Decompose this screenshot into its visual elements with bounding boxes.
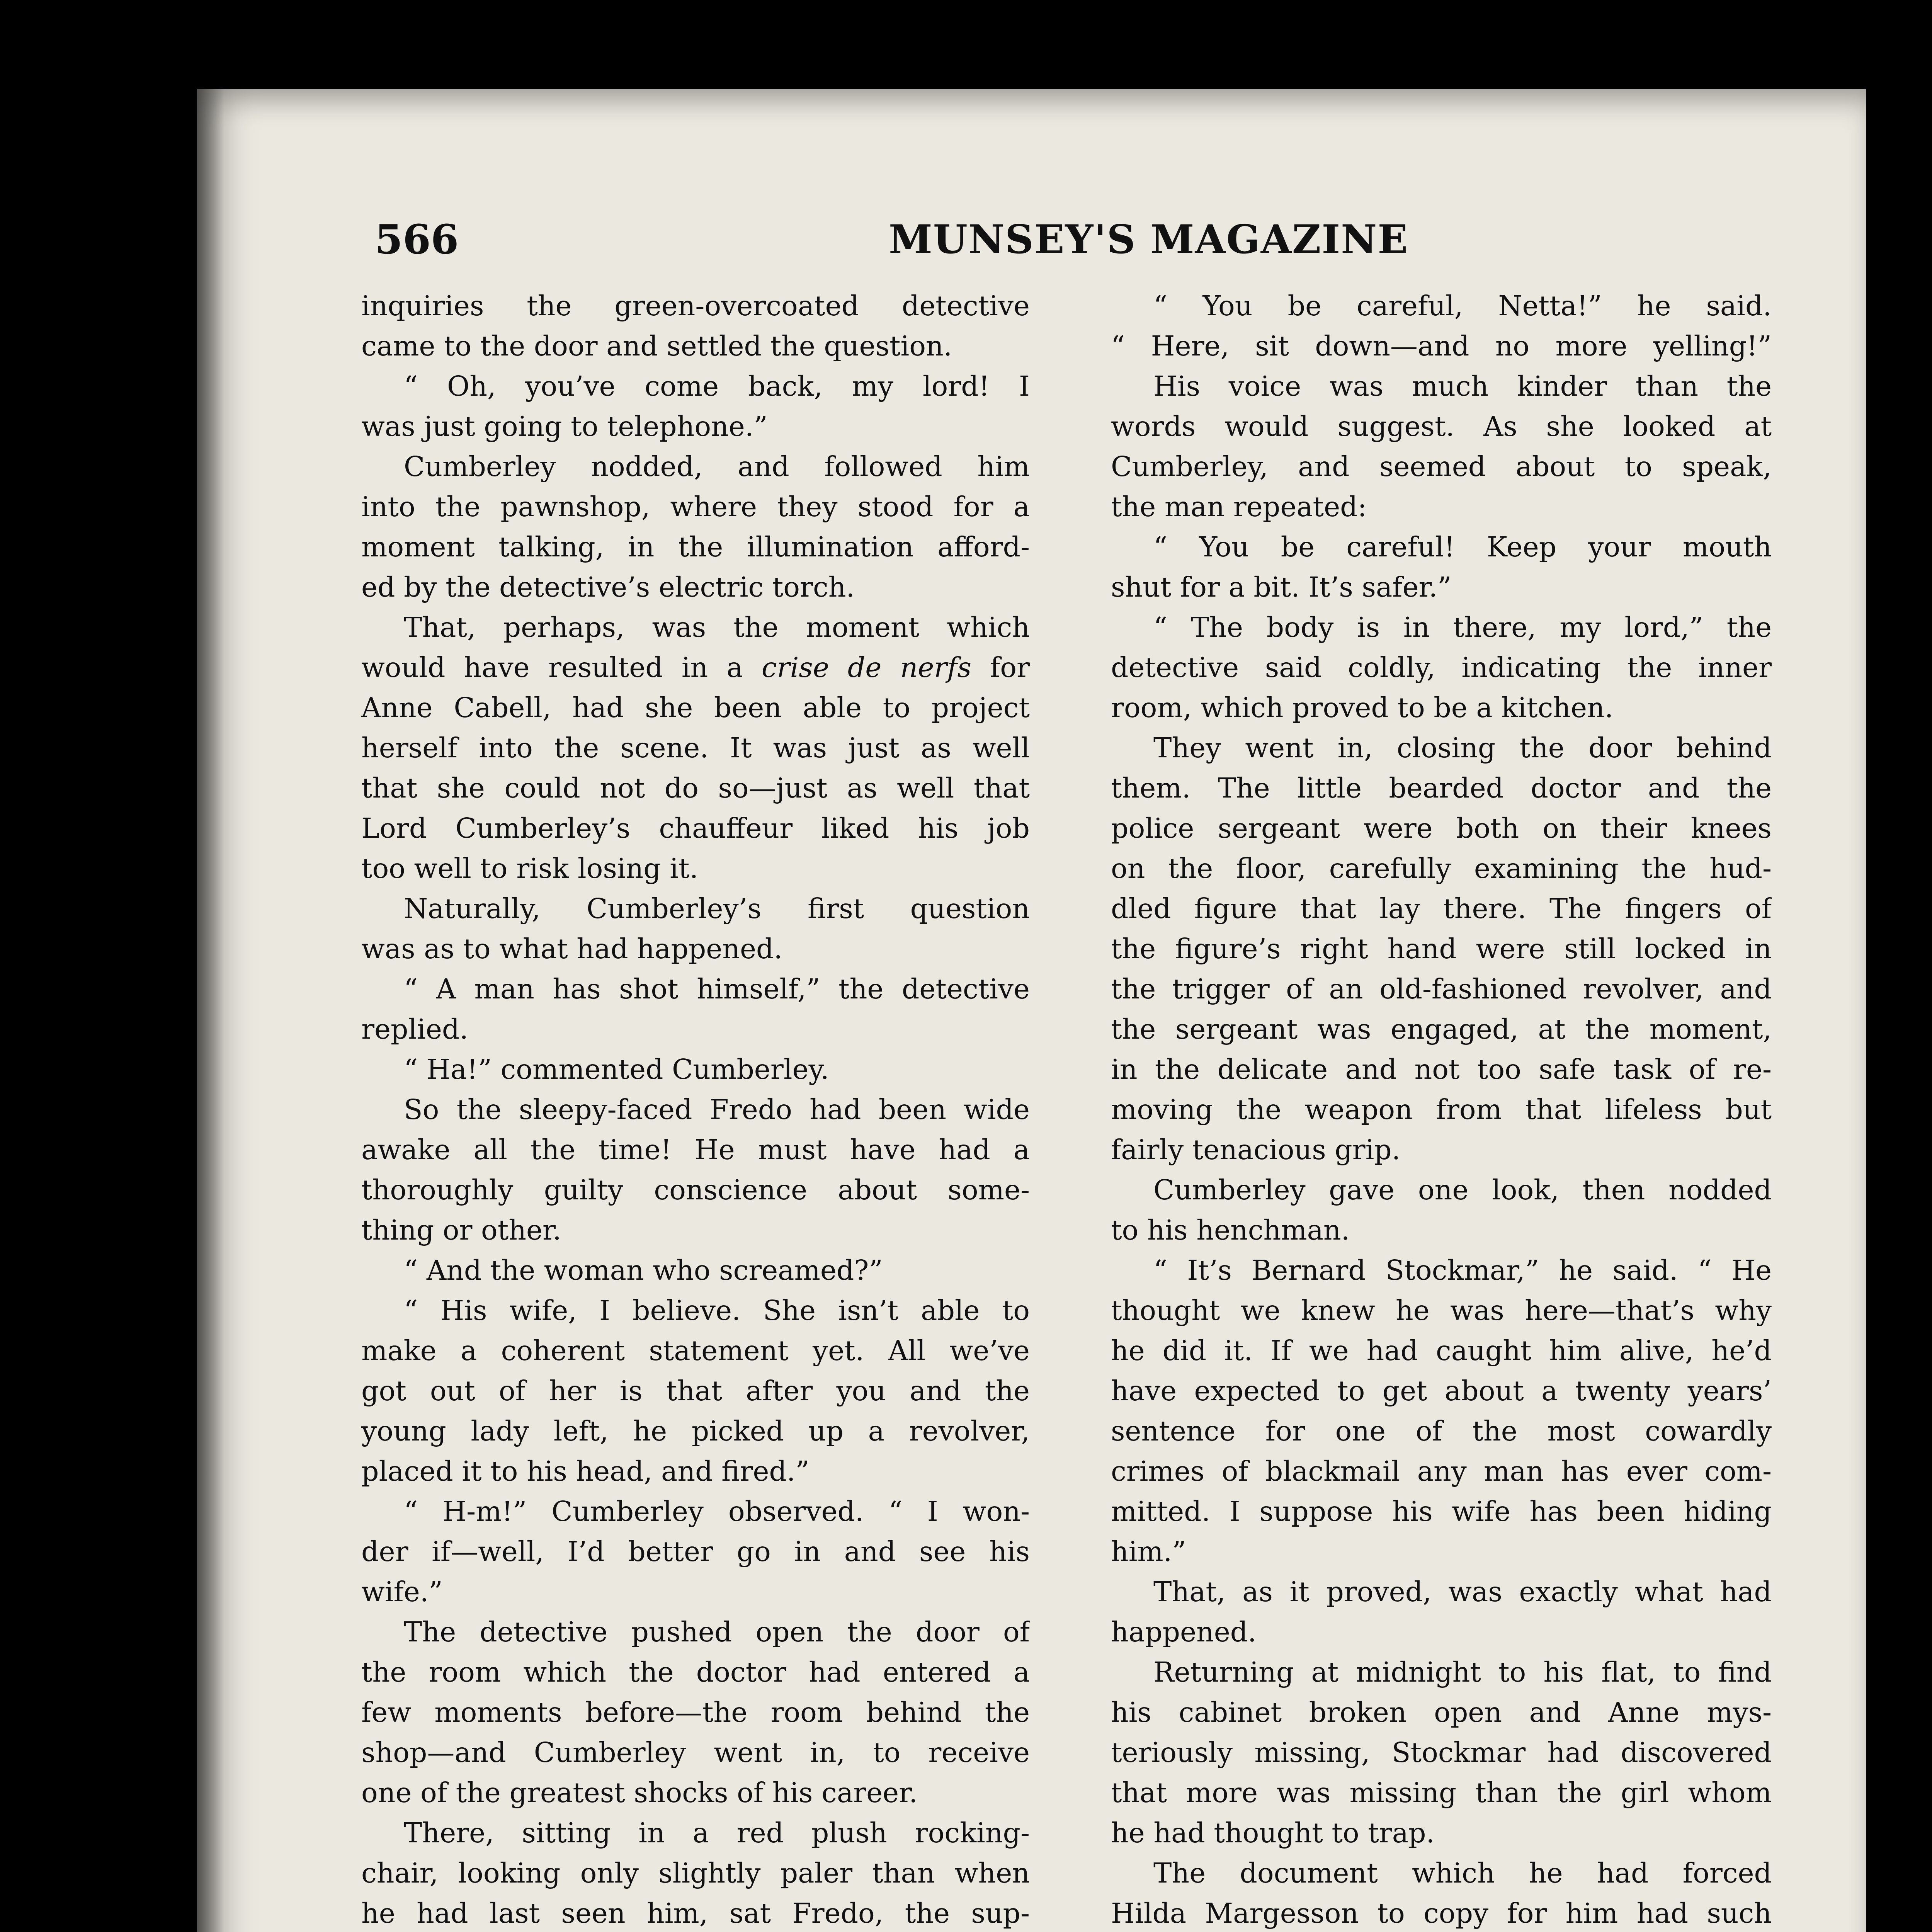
text-line: placed it to his head, and fired.”	[361, 1455, 810, 1487]
text-line: to his henchman.	[1111, 1214, 1350, 1246]
text-line: the figure’s right hand were still locked in	[1111, 933, 1772, 965]
text-line: the trigger of an old-fashioned revolver, and	[1111, 973, 1772, 1005]
right-text-column	[1111, 286, 1772, 1932]
text-line: herself into the scene. It was just as well	[361, 732, 1030, 764]
text-line: shut for a bit. It’s safer.”	[1111, 571, 1452, 603]
text-line: Cumberley, and seemed about to speak,	[1111, 451, 1772, 483]
text-line: room, which proved to be a kitchen.	[1111, 692, 1614, 724]
text-line: the room which the doctor had entered a	[361, 1656, 1030, 1688]
page-header	[197, 213, 1866, 267]
text-line: “ You be careful, Netta!” he said.	[1153, 290, 1772, 322]
text-line: “ Oh, you’ve come back, my lord! I	[404, 370, 1030, 402]
text-line: got out of her is that after you and the	[361, 1375, 1030, 1407]
text-line: would have resulted in a crise de nerfs for	[361, 651, 1030, 684]
text-line: That, perhaps, was the moment which	[404, 611, 1030, 643]
text-line: “ You be careful! Keep your mouth	[1153, 531, 1772, 563]
text-line: the man repeated:	[1111, 491, 1367, 523]
text-line: the sergeant was engaged, at the moment,	[1111, 1013, 1772, 1045]
text-line: Naturally, Cumberley’s first question	[404, 893, 1030, 925]
text-line: replied.	[361, 1013, 468, 1045]
text-line: thoroughly guilty conscience about some-	[361, 1174, 1030, 1206]
text-line: detective said coldly, indicating the inner	[1111, 651, 1772, 684]
text-line: words would suggest. As she looked at	[1111, 410, 1772, 442]
text-line: “ And the woman who screamed?”	[404, 1254, 883, 1286]
text-line: he had last seen him, sat Fredo, the sup-	[361, 1897, 1030, 1929]
left-text-column	[361, 286, 1030, 1932]
text-line: chair, looking only slightly paler than when	[361, 1857, 1030, 1889]
text-line: he had thought to trap.	[1111, 1817, 1435, 1849]
text-line: police sergeant were both on their knees	[1111, 812, 1772, 844]
text-line: on the floor, carefully examining the hud-	[1111, 852, 1772, 884]
text-line: into the pawnshop, where they stood for a	[361, 491, 1030, 523]
text-line: him.”	[1111, 1536, 1186, 1568]
text-line: them. The little bearded doctor and the	[1111, 772, 1772, 804]
text-line: “ The body is in there, my lord,” the	[1153, 611, 1772, 643]
binding-gutter-shadow	[197, 89, 224, 1932]
text-line: “ His wife, I believe. She isn’t able to	[404, 1294, 1030, 1327]
text-line: that more was missing than the girl whom	[1111, 1777, 1772, 1809]
text-line: moment talking, in the illumination afford-	[361, 531, 1030, 563]
text-line: sentence for one of the most cowardly	[1111, 1415, 1772, 1447]
magazine-title: MUNSEY'S MAGAZINE	[889, 216, 1409, 263]
text-line: one of the greatest shocks of his career.	[361, 1777, 918, 1809]
text-line: “ Here, sit down—and no more yelling!”	[1111, 330, 1772, 362]
text-line: he did it. If we had caught him alive, he’d	[1111, 1335, 1772, 1367]
text-line: came to the door and settled the question.	[361, 330, 952, 362]
text-line: wife.”	[361, 1576, 443, 1608]
text-line: his cabinet broken open and Anne mys-	[1111, 1696, 1772, 1728]
text-line: Hilda Margesson to copy for him had such	[1111, 1897, 1772, 1929]
text-line: “ H-m!” Cumberley observed. “ I won-	[404, 1495, 1030, 1527]
text-line: happened.	[1111, 1616, 1257, 1648]
text-line: The detective pushed open the door of	[404, 1616, 1030, 1648]
text-line: Anne Cabell, had she been able to project	[361, 692, 1030, 724]
text-line: was just going to telephone.”	[361, 410, 768, 442]
text-line: “ Ha!” commented Cumberley.	[404, 1053, 829, 1085]
text-line: in the delicate and not too safe task of re-	[1111, 1053, 1772, 1085]
text-line: young lady left, he picked up a revolver,	[361, 1415, 1030, 1447]
text-line: awake all the time! He must have had a	[361, 1134, 1030, 1166]
text-line: inquiries the green-overcoated detective	[361, 290, 1030, 322]
text-line: His voice was much kinder than the	[1153, 370, 1772, 402]
magazine-page	[197, 89, 1866, 1932]
text-line: moving the weapon from that lifeless but	[1111, 1094, 1772, 1126]
text-line: Lord Cumberley’s chauffeur liked his job	[361, 812, 1030, 844]
text-line: “ It’s Bernard Stockmar,” he said. “ He	[1153, 1254, 1772, 1286]
text-line: dled figure that lay there. The fingers of	[1111, 893, 1772, 925]
text-line: was as to what had happened.	[361, 933, 783, 965]
text-line: shop—and Cumberley went in, to receive	[361, 1736, 1030, 1769]
text-line: few moments before—the room behind the	[361, 1696, 1030, 1728]
text-line: “ A man has shot himself,” the detective	[404, 973, 1030, 1005]
text-line: that she could not do so—just as well that	[361, 772, 1030, 804]
text-line: mitted. I suppose his wife has been hiding	[1111, 1495, 1772, 1527]
text-line: thought we knew he was here—that’s why	[1111, 1294, 1772, 1327]
text-line: Returning at midnight to his flat, to find	[1153, 1656, 1772, 1688]
italic-phrase: crise de nerfs	[761, 651, 971, 684]
text-line: make a coherent statement yet. All we’ve	[361, 1335, 1030, 1367]
text-line: The document which he had forced	[1153, 1857, 1772, 1889]
text-line: Cumberley nodded, and followed him	[404, 451, 1030, 483]
text-line: fairly tenacious grip.	[1111, 1134, 1401, 1166]
text-line: ed by the detective’s electric torch.	[361, 571, 855, 603]
text-line: thing or other.	[361, 1214, 561, 1246]
text-line: That, as it proved, was exactly what had	[1153, 1576, 1772, 1608]
text-line: teriously missing, Stockmar had discovered	[1111, 1736, 1772, 1769]
text-line: have expected to get about a twenty years’	[1111, 1375, 1772, 1407]
text-line: too well to risk losing it.	[361, 852, 699, 884]
page-number: 566	[375, 216, 459, 263]
text-line: So the sleepy-faced Fredo had been wide	[404, 1094, 1030, 1126]
text-line: Cumberley gave one look, then nodded	[1153, 1174, 1772, 1206]
text-line: der if—well, I’d better go in and see his	[361, 1536, 1030, 1568]
text-line: There, sitting in a red plush rocking-	[404, 1817, 1030, 1849]
text-line: crimes of blackmail any man has ever com-	[1111, 1455, 1772, 1487]
text-line: They went in, closing the door behind	[1153, 732, 1772, 764]
